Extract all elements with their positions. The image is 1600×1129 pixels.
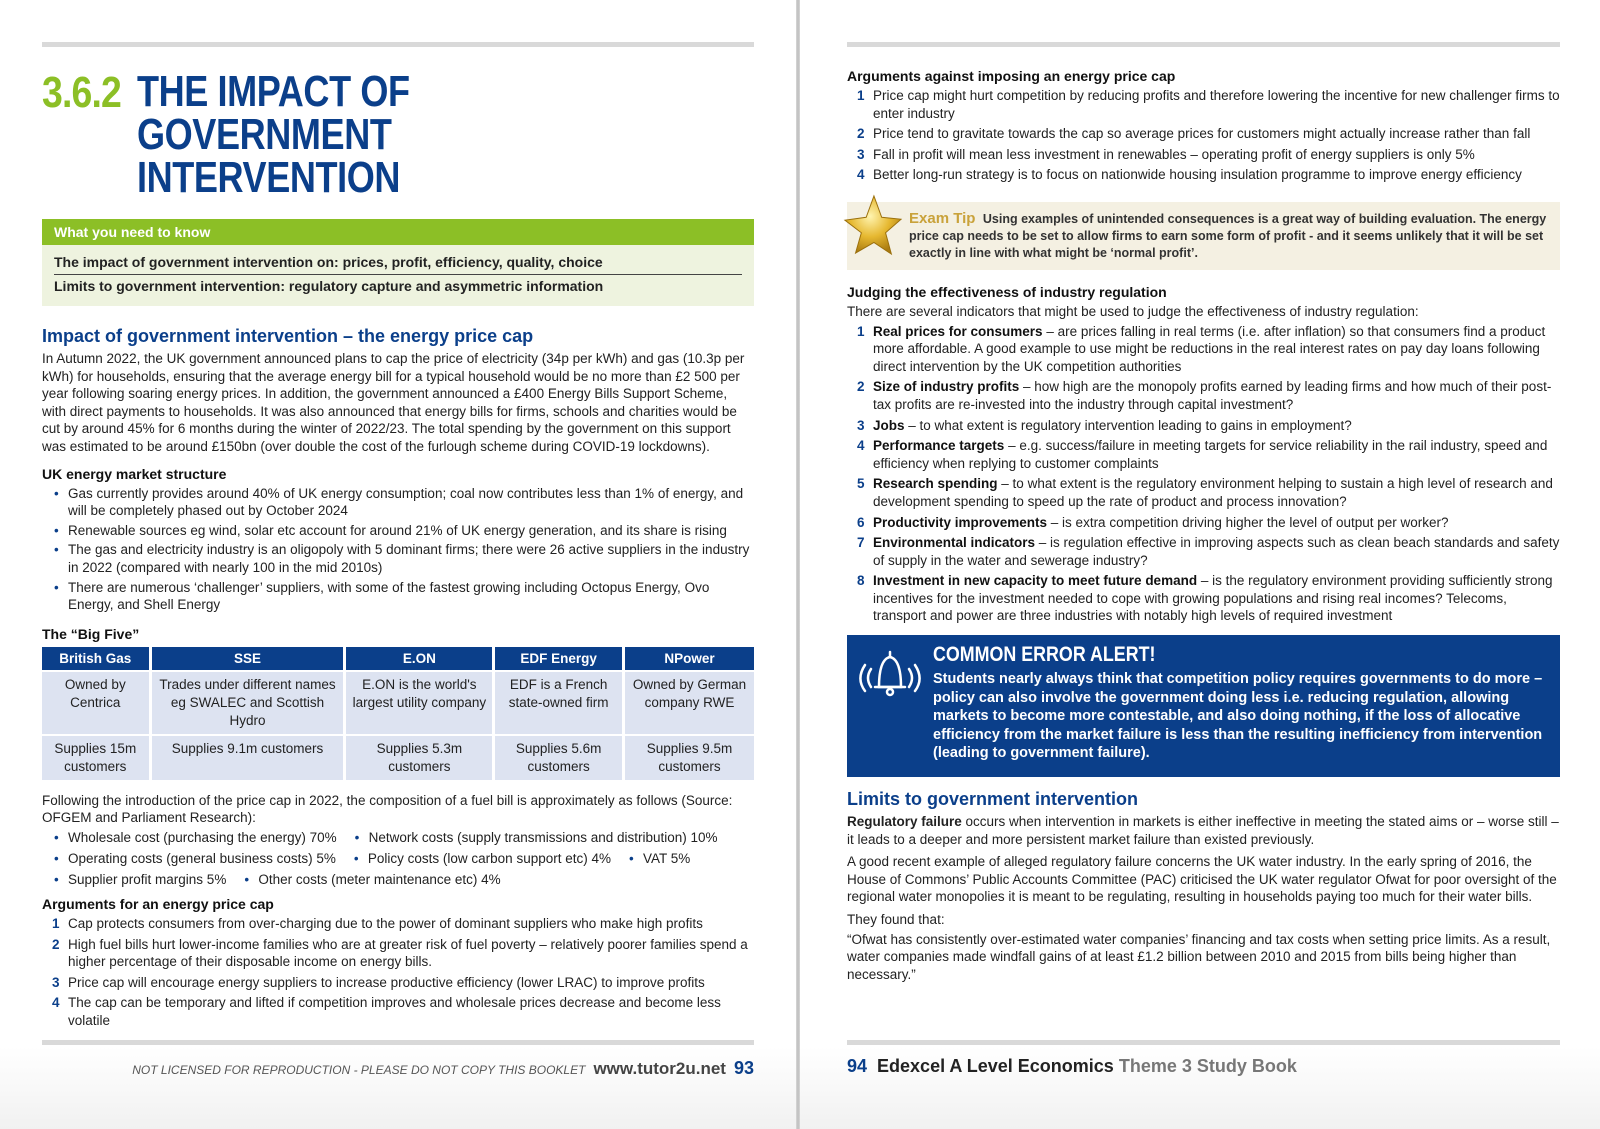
fuel-bill-item: • Policy costs (low carbon support etc) 4% (354, 848, 611, 869)
page-number: 94 (847, 1056, 868, 1076)
args-for-heading: Arguments for an energy price cap (42, 895, 274, 912)
table-cell: Supplies 9.1m customers (152, 736, 344, 780)
item-term: Jobs (873, 417, 905, 433)
common-error-alert-box (847, 635, 1560, 777)
item-text: – how high are the monopoly profits earned by leading firms and how much of their post-tax profits are re-invested into the industry through capital investment? (873, 379, 1552, 412)
right-content (847, 68, 1560, 983)
item-number: 5 (857, 476, 865, 492)
list-item: • Gas currently provides around 40% of UK energy consumption; coal now contributes less than 1% of energy, and will be completely phased out by October 2024 (42, 485, 754, 520)
item-number: 4 (857, 167, 865, 183)
table-header-cell: British Gas (42, 647, 149, 670)
args-against-list (847, 87, 1560, 184)
fuel-bill-row (42, 827, 754, 848)
book-title-theme: Theme 3 Study Book (1118, 1056, 1297, 1076)
wntk-item: The impact of government intervention on: prices, profit, efficiency, quality, choice (54, 254, 603, 270)
item-text: Fall in profit will mean less investment in renewables – operating profit of energy suppliers is only 5% (873, 146, 1475, 162)
item-number: 2 (857, 379, 865, 395)
list-item (847, 125, 1560, 143)
item-term: Real prices for consumers (873, 323, 1043, 339)
table-cell: Trades under different names eg SWALEC and Scottish Hydro (152, 672, 344, 734)
impact-paragraph: In Autumn 2022, the UK government announced plans to cap the price of electricity (34p per kWh) and gas (10.3p per kWh) for households, ensuring that the average energy bill for a typical household would be no more than £2 500 per year following soaring energy prices. In addition, the government announced a £400 Energy Bills Support Scheme, with direct payments to households. It was also announced that energy bills for firms, schools and charities would be cut by around 45% for 6 months during the winter of 2022/23. The total spending by the government on this support was estimated to be around £150bn (over double the cost of the furlough scheme during COVID-19 lockdowns). (42, 351, 745, 454)
section-title: THE IMPACT OF GOVERNMENT INTERVENTION (136, 67, 410, 202)
top-rule (42, 42, 754, 47)
item-number: 3 (52, 974, 60, 990)
wntk-heading: What you need to know (42, 219, 754, 245)
list-item (847, 514, 1560, 532)
table-header-cell: SSE (152, 647, 344, 670)
copyright-notice: NOT LICENSED FOR REPRODUCTION - PLEASE DO NOT COPY THIS BOOKLET (132, 1063, 586, 1077)
item-term: Productivity improvements (873, 514, 1048, 530)
item-number: 1 (857, 323, 865, 339)
impact-heading: Impact of government intervention – the energy price cap (42, 326, 534, 346)
item-term: Performance targets (873, 438, 1005, 454)
fuel-bill-item: • Network costs (supply transmissions and distribution) 10% (355, 827, 718, 848)
item-text: – to what extent is the regulatory environment helping to sustain a high level of research and development spending to speed up the rate of product and process innovation? (873, 476, 1553, 509)
table-cell: Owned by German company RWE (625, 672, 754, 734)
item-text: – is extra competition driving higher the level of output per worker? (1047, 514, 1449, 530)
list-item (847, 378, 1560, 413)
left-content (42, 60, 754, 1032)
item-number: 2 (52, 936, 60, 952)
website-link[interactable]: www.tutor2u.net (593, 1059, 726, 1078)
table-row (42, 672, 754, 734)
item-text: – is the regulatory environment providing sufficiently strong incentives for the investment needed to cope with growing populations and rising real incomes? Telecoms, transport and power are three industries with notably high levels of required investment (873, 573, 1553, 624)
item-text: – e.g. success/failure in meeting targets for service reliability in the rail industry, speed and efficiency when replying to customer complaints (873, 438, 1548, 471)
fuel-bill-item: • Other costs (meter maintenance etc) 4% (244, 869, 500, 890)
page-number: 93 (733, 1058, 754, 1078)
section-number: 3.6.2 (42, 68, 121, 117)
exam-tip-text: Using examples of unintended consequences is a great way of building evaluation. The energy price cap needs to be set to allow firms to earn some form of profit - and it seems unlikely that it will be set exactly in line with what might be ‘normal profit’. (909, 211, 1547, 260)
list-item (42, 974, 754, 992)
item-text: Price cap might hurt competition by reducing profits and therefore lowering the incentive for new challenger firms to enter industry (873, 88, 1560, 121)
item-text: – to what extent is regulatory intervention leading to gains in employment? (904, 417, 1352, 433)
section-title-row (42, 67, 754, 202)
item-text: Cap protects consumers from over-charging due to the power of dominant suppliers who make high profits (68, 915, 703, 931)
item-number: 7 (857, 535, 865, 551)
table-cell: Supplies 5.3m customers (346, 736, 492, 780)
item-number: 3 (857, 417, 865, 433)
list-item (42, 994, 754, 1029)
item-term: Research spending (873, 476, 998, 492)
item-text: Better long-run strategy is to focus on nationwide housing insulation programme to improve energy efficiency (873, 167, 1522, 183)
list-item (42, 936, 754, 971)
judging-intro: There are several indicators that might be used to judge the effectiveness of industry regulation: (847, 303, 1419, 319)
list-item (847, 166, 1560, 184)
top-rule (847, 42, 1560, 47)
item-text: The cap can be temporary and lifted if competition improves and wholesale prices decrease and become less volatile (68, 995, 721, 1028)
judging-heading: Judging the effectiveness of industry regulation (847, 283, 1167, 300)
exam-tip-label: Exam Tip (909, 209, 976, 227)
structure-heading: UK energy market structure (42, 465, 227, 482)
table-cell: EDF is a French state-owned firm (495, 672, 622, 734)
list-item (847, 146, 1560, 164)
list-item (847, 87, 1560, 122)
limits-heading: Limits to government intervention (847, 789, 1139, 810)
limits-quote: “Ofwat has consistently over-estimated water companies’ financing and tax costs when setting price limits. As a result, water companies made windfall gains of at least £1.2 billion between 2010 and 2015 from bills being higher than necessary.” (847, 931, 1551, 982)
structure-list (42, 485, 754, 614)
item-number: 8 (857, 573, 865, 589)
left-page (0, 0, 798, 1129)
item-number: 3 (857, 146, 865, 162)
table-cell: Owned by Centrica (42, 672, 149, 734)
fuel-bill-item: • Operating costs (general business costs) 5% (54, 848, 336, 869)
fuel-bill-item: • VAT 5% (629, 848, 690, 869)
book-title (877, 1056, 1297, 1077)
list-item: • There are numerous ‘challenger’ suppliers, with some of the fastest growing including Octopus Energy, Ovo Energy, and Shell Energy (42, 579, 754, 614)
big-five-heading: The “Big Five” (42, 625, 140, 642)
list-item: • The gas and electricity industry is an oligopoly with 5 dominant firms; there were 26 active suppliers in the industry in 2022 (compared with nearly 100 in the mid 2010s) (42, 541, 754, 576)
item-number: 1 (857, 88, 865, 103)
list-item (847, 572, 1560, 625)
limits-paragraph (847, 813, 1560, 848)
table-row (42, 736, 754, 780)
alert-text: Students nearly always think that competition policy requires governments to do more – policy can also involve the government doing less i.e. reducing regulation, allowing markets to become more contestable, and also doing nothing, if the loss of allocative efficiency from the market failure is less than the resulting inefficiency from intervention (leading to government failure). (933, 671, 1543, 762)
big-five-table (39, 645, 757, 782)
limits-term: Regulatory failure (847, 814, 962, 830)
table-header-cell: EDF Energy (495, 647, 622, 670)
fuel-bill-item: • Wholesale cost (purchasing the energy) 70% (54, 827, 337, 848)
right-footer (847, 1056, 1297, 1077)
table-cell: Supplies 5.6m customers (495, 736, 622, 780)
table-cell: Supplies 9.5m customers (625, 736, 754, 780)
fuel-bill-paragraph: Following the introduction of the price cap in 2022, the composition of a fuel bill is approximately as follows (Source: OFGEM and Parliament Research): (42, 792, 733, 826)
fuel-bill-item: • Supplier profit margins 5% (54, 869, 226, 890)
item-term: Investment in new capacity to meet future demand (873, 573, 1198, 589)
item-number: 6 (857, 514, 865, 530)
list-item (847, 534, 1560, 569)
limits-paragraph: A good recent example of alleged regulatory failure concerns the UK water industry. In the early spring of 2016, the House of Commons’ Public Accounts Committee (PAC) criticised the UK water regulator Ofwat for poor oversight of the regional water monopolies it is meant to be regulating, resulting in households paying too much for their water bills. (847, 854, 1557, 905)
item-text: Price cap will encourage energy suppliers to increase productive efficiency (lower LRAC) to improve profits (68, 974, 705, 990)
footer-rule (42, 1040, 754, 1045)
right-page (800, 0, 1600, 1129)
list-item: • Renewable sources eg wind, solar etc account for around 21% of UK energy generation, and its share is rising (42, 522, 754, 540)
exam-tip-box (847, 202, 1560, 270)
item-number: 4 (52, 995, 60, 1011)
item-term: Size of industry profits (873, 379, 1020, 395)
wntk-body (42, 245, 754, 306)
item-text: Price tend to gravitate towards the cap so average prices for customers might actually increase rather than fall (873, 126, 1531, 142)
left-footer (132, 1058, 754, 1079)
alert-title: COMMON ERROR ALERT! (933, 643, 1156, 667)
item-term: Environmental indicators (873, 535, 1036, 551)
table-cell: E.ON is the world's largest utility company (346, 672, 492, 734)
args-against-heading: Arguments against imposing an energy price cap (847, 68, 1176, 84)
item-text: High fuel bills hurt lower-income families who are at greater risk of fuel poverty – relatively poorer families spend a higher percentage of their disposable income on energy bills. (68, 936, 748, 970)
item-text: – is regulation effective in improving aspects such as clean beach standards and safety of supply in the water and sewerage industry? (873, 535, 1560, 568)
list-item (847, 475, 1560, 510)
wntk-item: Limits to government intervention: regulatory capture and asymmetric information (54, 274, 742, 298)
limits-text: occurs when intervention in markets is either ineffective in meeting the stated aims or – worse still – it leads to a deeper and more persistent market failure than existed previously. (847, 814, 1559, 847)
list-item (847, 323, 1560, 376)
table-header-row (42, 647, 754, 670)
fuel-bill-row (42, 869, 754, 890)
what-you-need-to-know-box (42, 219, 754, 306)
bell-icon (857, 643, 923, 703)
table-header-cell: E.ON (346, 647, 492, 670)
book-title-main: Edexcel A Level Economics (877, 1056, 1114, 1076)
item-number: 1 (52, 915, 60, 931)
item-number: 4 (857, 438, 865, 454)
footer-rule (847, 1040, 1560, 1045)
limits-paragraph: They found that: (847, 912, 945, 927)
table-header-cell: NPower (625, 647, 754, 670)
judging-list (847, 323, 1560, 626)
item-text: – are prices falling in real terms (i.e. after inflation) so that consumers find a product more affordable. A good example to use might be reductions in the real interest rates on pay day loans following direct intervention by the UK competition authorities (873, 323, 1546, 374)
item-number: 2 (857, 126, 865, 142)
star-icon (841, 194, 903, 256)
list-item (847, 437, 1560, 472)
table-cell: Supplies 15m customers (42, 736, 149, 780)
list-item (42, 915, 754, 933)
list-item (847, 417, 1560, 435)
args-for-list (42, 915, 754, 1030)
fuel-bill-row (42, 848, 754, 869)
